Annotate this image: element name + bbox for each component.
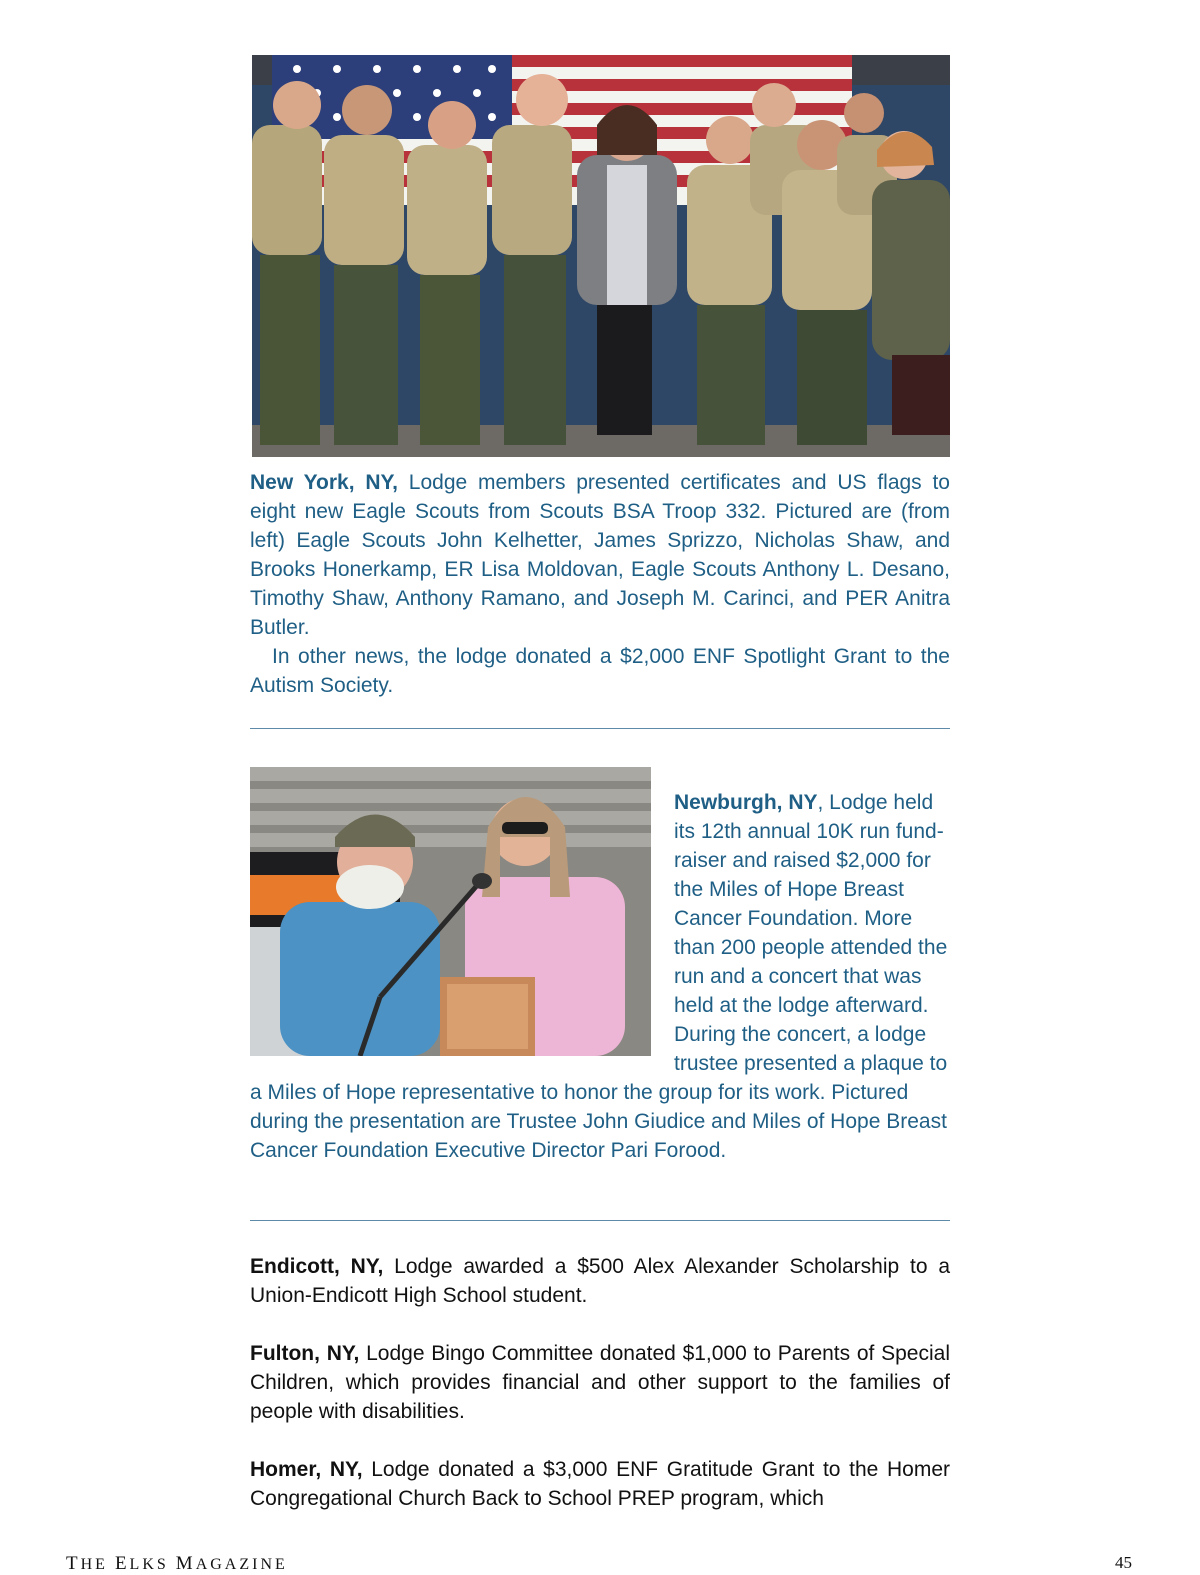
homer-location: Homer, NY, — [250, 1458, 363, 1481]
section-divider-2 — [250, 1220, 950, 1221]
magazine-name-part: LKS — [129, 1556, 176, 1573]
endicott-text: Lodge awarded a $500 Alex Alexander Scholarship to a Union-Endicott High School student. — [250, 1255, 951, 1307]
photo-float-space — [250, 788, 652, 1056]
endicott-paragraph — [250, 1252, 950, 1310]
newburgh-text: , Lodge held its 12th annual 10K run fund-raiser and raised $2,000 for the Miles of Hope Breast Cancer Foundation. More than 200 people attended the run and a concert that was held at the lodge afterward. During the concert, a lodge trustee presented a plaque to a Miles of Hope representative to honor the group for its work. Pictured during the presentation are Trustee John Giudice and Miles of Hope Breast Cancer Foundation Executive Director Pari Forood. — [250, 791, 948, 1162]
page-number: 45 — [1115, 1553, 1132, 1572]
newyork-article — [250, 468, 950, 700]
homer-paragraph — [250, 1455, 950, 1513]
newburgh-location: Newburgh, NY — [674, 791, 818, 814]
fulton-paragraph — [250, 1339, 950, 1426]
magazine-name-part: E — [114, 1553, 130, 1574]
newyork-location: New York, NY, — [250, 471, 398, 494]
homer-text: Lodge donated a $3,000 ENF Gratitude Grant to the Homer Congregational Church Back to School PREP program, which — [250, 1458, 950, 1510]
newburgh-article — [250, 788, 952, 1165]
newyork-paragraph-2: In other news, the lodge donated a $2,000 ENF Spotlight Grant to the Autism Society. — [250, 645, 950, 697]
newyork-paragraph — [250, 468, 950, 642]
magazine-name-part: M — [175, 1553, 196, 1574]
short-articles — [250, 1252, 950, 1513]
magazine-name-part: HE — [80, 1556, 115, 1573]
fulton-text: Lodge Bingo Committee donated $1,000 to Parents of Special Children, which provides financial and other support to the families of people with disabilities. — [250, 1342, 950, 1423]
magazine-name-part: AGAZINE — [195, 1556, 288, 1573]
eagle-scouts-photo — [252, 55, 950, 457]
section-divider-1 — [250, 728, 950, 729]
magazine-name — [66, 1553, 288, 1575]
newyork-text: Lodge members presented certificates and US flags to eight new Eagle Scouts from Scouts BSA Troop 332. Pictured are (from left) Eagle Scouts John Kelhetter, James Sprizzo, Nicholas Shaw, and Brooks Honerkamp, ER Lisa Moldovan, Eagle Scouts Anthony L. Desano, Timothy Shaw, Anthony Ramano, and Joseph M. Carinci, and PER Anitra Butler. — [250, 471, 950, 639]
fulton-location: Fulton, NY, — [250, 1342, 360, 1365]
magazine-name-part: T — [66, 1553, 81, 1574]
endicott-location: Endicott, NY, — [250, 1255, 384, 1278]
